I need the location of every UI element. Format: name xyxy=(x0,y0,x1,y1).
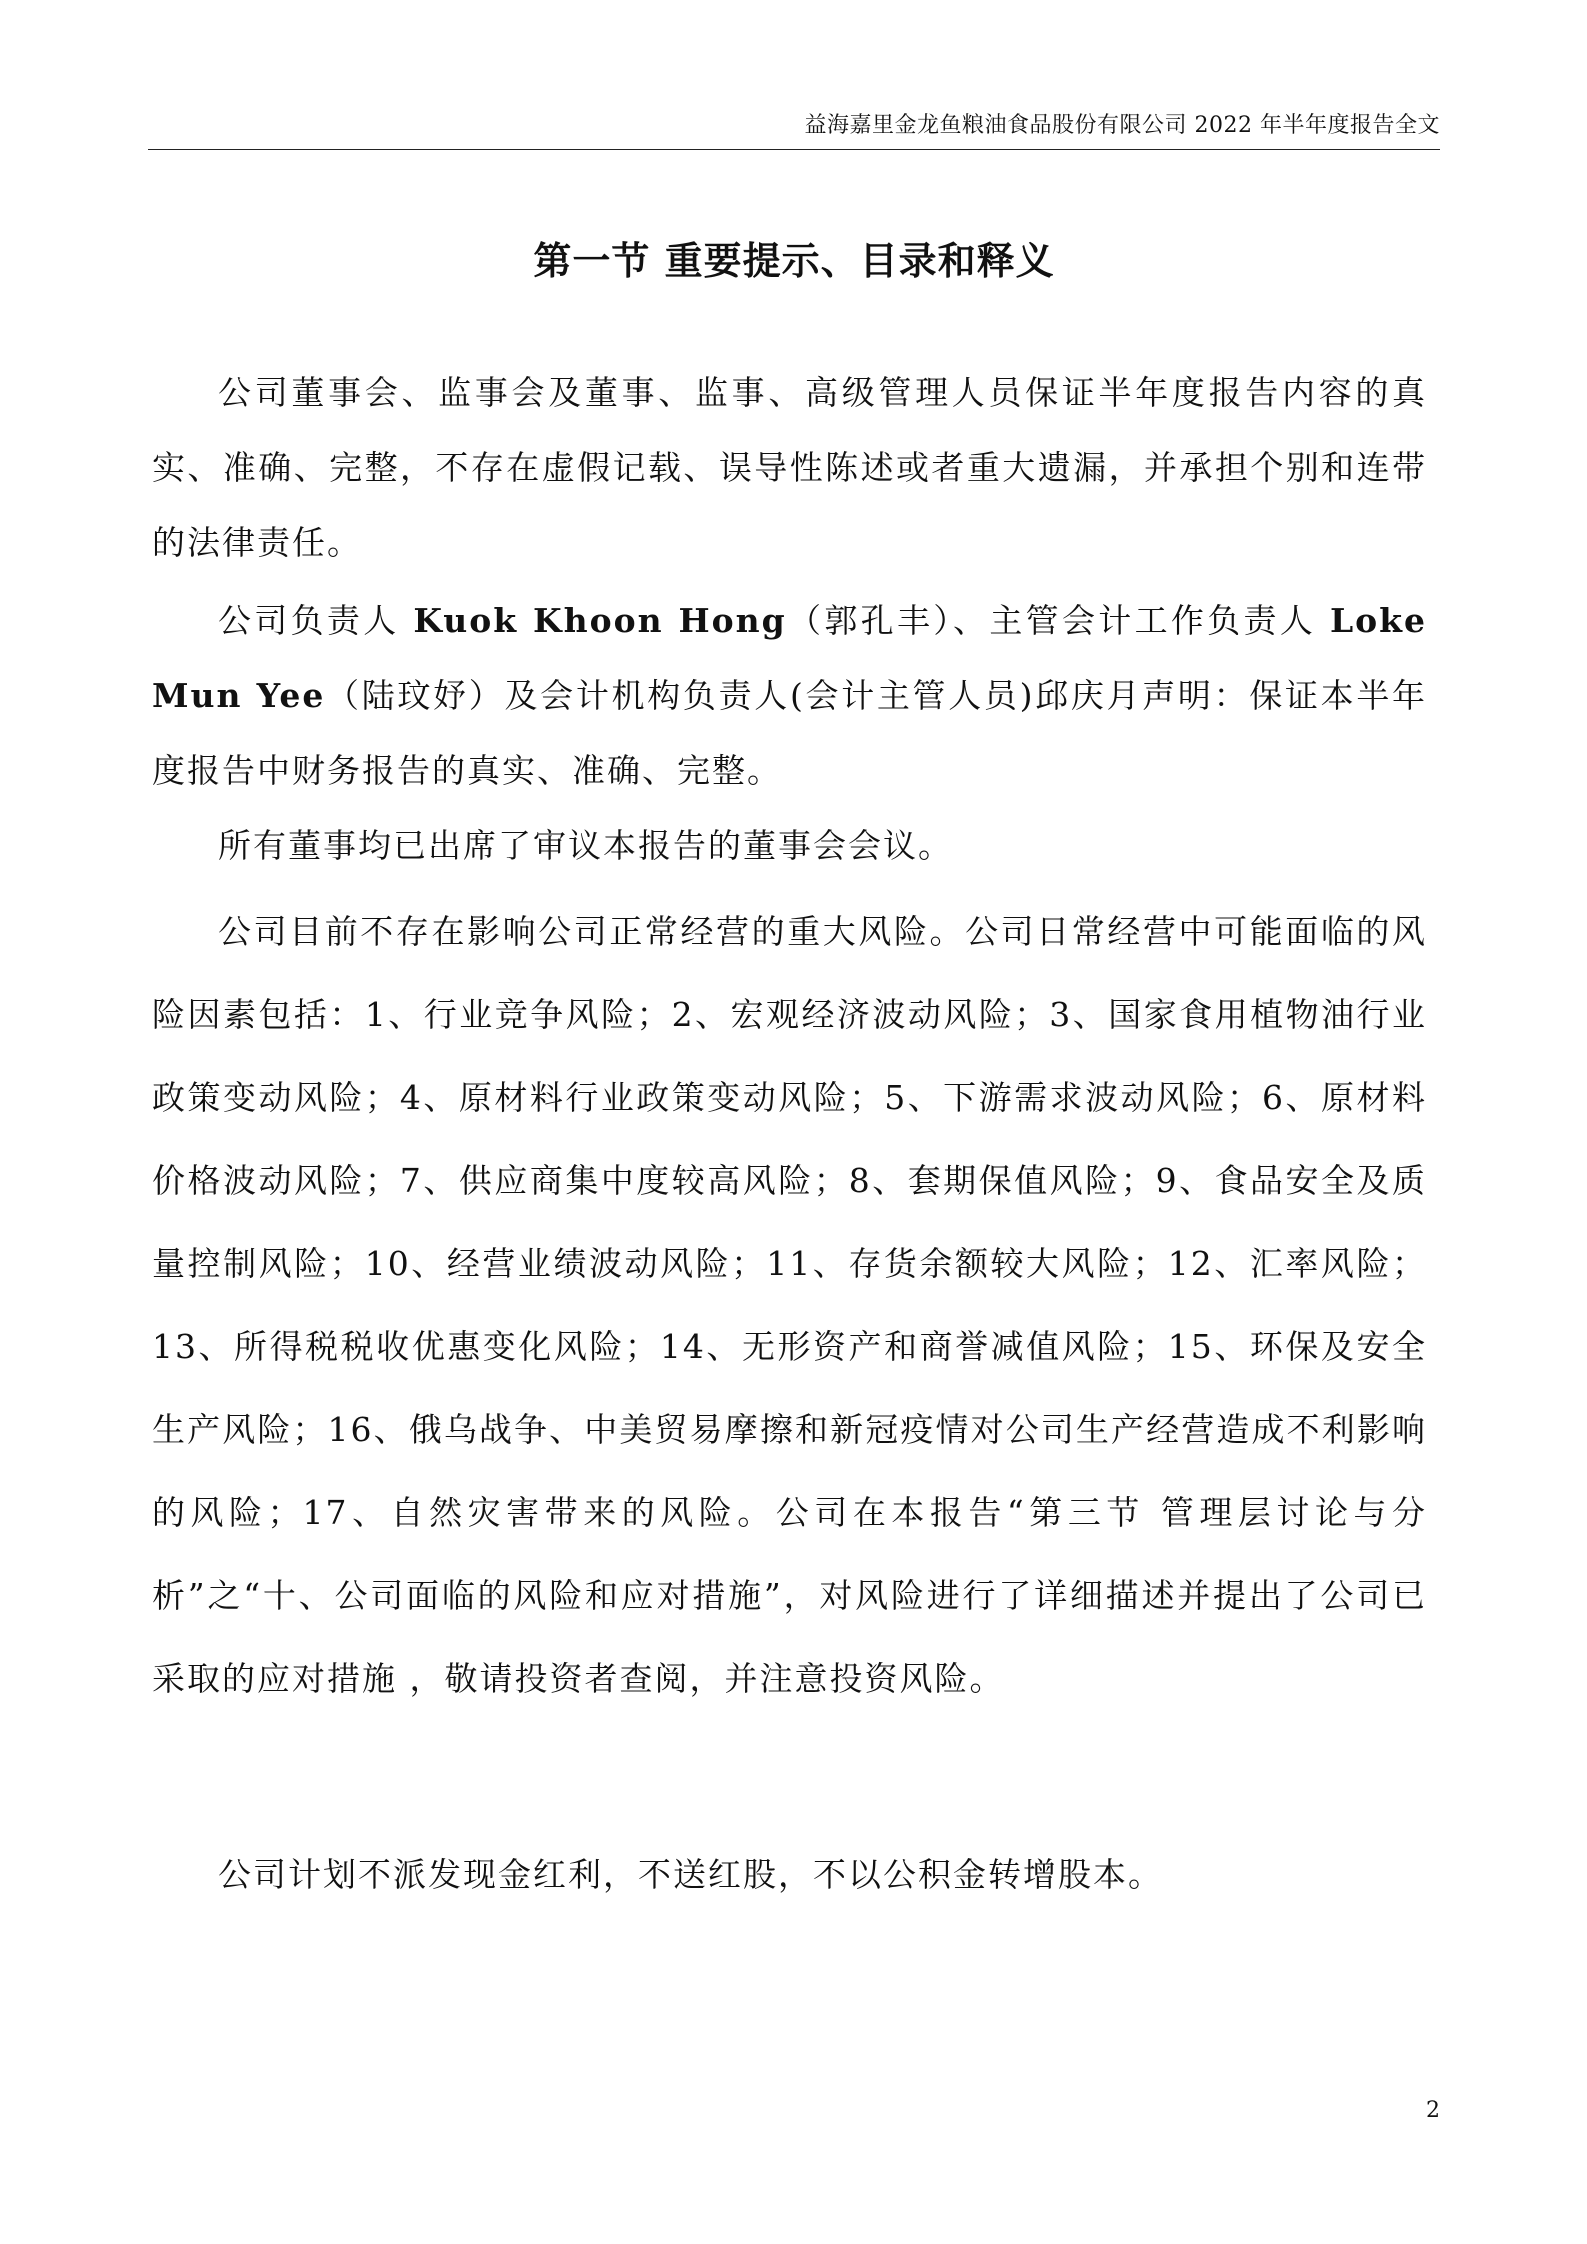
page-header xyxy=(148,112,1440,150)
p3-block xyxy=(152,808,1427,883)
paragraph-board-guarantee: 公司董事会、监事会及董事、监事、高级管理人员保证半年度报告内容的真实、准确、完整，不存在虚假记载、误导性陈述或者重大遗漏，并承担个别和连带的法律责任。 xyxy=(152,373,1427,562)
p1-block xyxy=(152,355,1427,580)
paragraph-responsible-persons xyxy=(152,583,1427,808)
paragraph-directors-attendance: 所有董事均已出席了审议本报告的董事会会议。 xyxy=(218,826,953,865)
section-title: 第一节 重要提示、目录和释义 xyxy=(533,238,1055,283)
p2-name1: Kuok Khoon Hong xyxy=(413,601,787,640)
p4-block xyxy=(152,890,1427,1720)
p2-name2: Loke Mun Yee xyxy=(152,601,1428,715)
paragraph-risk-factors: 公司目前不存在影响公司正常经营的重大风险。公司日常经营中可能面临的风险因素包括：1、行业竞争风险；2、宏观经济波动风险；3、国家食用植物油行业政策变动风险；4、原材料行业政策变动风险；5、下游需求波动风险；6、原材料价格波动风险；7、供应商集中度较高风险；8、套期保值风险；9、食品安全及质量控制风险；10、经营业绩波动风险；11、存货余额较大风险；12、汇率风险；13、所得税税收优惠变化风险；14、无形资产和商誉减值风险；15、环保及安全生产风险；16、俄乌战争、中美贸易摩擦和新冠疫情对公司生产经营造成不利影响的风险；17、自然灾害带来的风险。公司在本报告“第三节 管理层讨论与分析”之“十、公司面临的风险和应对措施”，对风险进行了详细描述并提出了公司已采取的应对措施 ，敬请投资者查阅，并注意投资风险。 xyxy=(152,912,1427,1698)
p5-block xyxy=(152,1837,1427,1912)
p2-part3: （陆玟妤）及会计机构负责人(会计主管人员)邱庆月声明：保证本半年度报告中财务报告的真实、准确、完整。 xyxy=(152,676,1428,790)
p2-part2: （郭孔丰）、主管会计工作负责人 xyxy=(786,601,1330,640)
header-text: 益海嘉里金龙鱼粮油食品股份有限公司 2022 年半年度报告全文 xyxy=(804,113,1440,138)
page-number: 2 xyxy=(1426,2098,1440,2123)
p2-part1: 公司负责人 xyxy=(218,601,414,640)
p2-block xyxy=(152,583,1427,808)
paragraph-dividend-plan: 公司计划不派发现金红利，不送红股，不以公积金转增股本。 xyxy=(218,1855,1163,1894)
